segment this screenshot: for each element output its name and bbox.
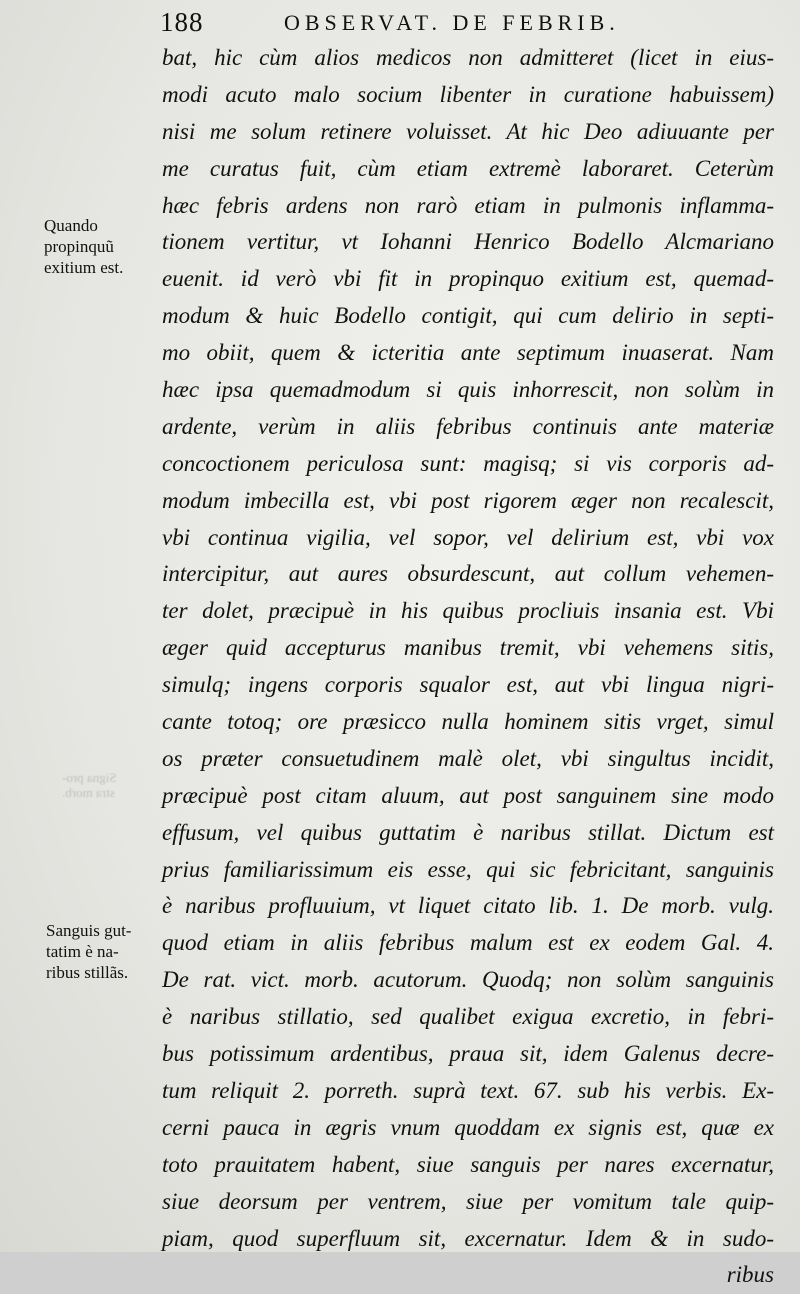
marginal-note-line: Quando bbox=[44, 216, 98, 235]
text-line: præcipuè post citam aluum, aut post sanguinem sine modo bbox=[162, 782, 774, 808]
text-line: euenit. id verò vbi fit in propinquo exitium est, quemad- bbox=[162, 266, 774, 292]
text-line: è naribus stillatio, sed qualibet exigua excretio, in febri- bbox=[162, 1004, 774, 1030]
text-line: prius familiarissimum eis esse, qui sic febricitant, sanguinis bbox=[162, 856, 774, 882]
text-line: intercipitur, aut aures obsurdescunt, aut collum vehemen- bbox=[162, 561, 774, 587]
running-head bbox=[160, 6, 780, 38]
text-line: modum & huic Bodello contigit, qui cum delirio in septi- bbox=[162, 303, 774, 329]
text-line: siue deorsum per ventrem, siue per vomitum tale quip- bbox=[162, 1188, 774, 1214]
text-line: os præter consuetudinem malè olet, vbi singultus incidit, bbox=[162, 745, 774, 771]
text-line: modi acuto malo socium libenter in curatione habuissem) bbox=[162, 81, 774, 107]
text-line: toto prauitatem habent, siue sanguis per nares excernatur, bbox=[162, 1151, 774, 1177]
text-line: vbi continua vigilia, vel sopor, vel delirium est, vbi vox bbox=[162, 524, 774, 550]
text-line: De rat. vict. morb. acutorum. Quodq; non solùm sanguinis bbox=[162, 967, 774, 993]
page-number: 188 bbox=[160, 7, 204, 37]
text-line: ardente, verùm in aliis febribus continuis ante materiæ bbox=[162, 413, 774, 439]
show-through-ink: Signa pro- stra morb. bbox=[62, 770, 117, 800]
text-line: simulq; ingens corporis squalor est, aut vbi lingua nigri- bbox=[162, 672, 774, 698]
text-line: tionem vertitur, vt Iohanni Henrico Bodello Alcmariano bbox=[162, 229, 774, 255]
text-line: mo obiit, quem & icteritia ante septimum inuaserat. Nam bbox=[162, 340, 774, 366]
text-line: tum reliquit 2. porreth. suprà text. 67. sub his verbis. Ex- bbox=[162, 1077, 774, 1103]
catchword: ribus bbox=[726, 1262, 774, 1288]
text-line: hæc febris ardens non rarò etiam in pulmonis inflamma- bbox=[162, 192, 774, 218]
text-line: modum imbecilla est, vbi post rigorem æger non recalescit, bbox=[162, 487, 774, 513]
body-text bbox=[162, 40, 774, 1294]
marginal-note-line: Sanguis gut- bbox=[46, 921, 132, 940]
text-line: bat, hic cùm alios medicos non admitteret (licet in eius- bbox=[162, 45, 774, 70]
text-line: effusum, vel quibus guttatim è naribus stillat. Dictum est bbox=[162, 819, 774, 845]
text-line: piam, quod superfluum sit, excernatur. Idem & in sudo- bbox=[162, 1225, 774, 1251]
marginal-note-line: tatim è na- bbox=[46, 942, 119, 961]
marginal-note-exitium bbox=[44, 215, 164, 278]
text-line: cante totoq; ore præsicco nulla hominem sitis vrget, simul bbox=[162, 709, 774, 735]
text-line: concoctionem periculosa sunt: magisq; si vis corporis ad- bbox=[162, 450, 774, 476]
marginal-note-sanguis bbox=[46, 920, 166, 983]
running-title: OBSERVAT. DE FEBRIB. bbox=[284, 10, 620, 35]
text-line: quod etiam in aliis febribus malum est ex eodem Gal. 4. bbox=[162, 930, 774, 956]
marginal-note-line: ribus stillãs. bbox=[46, 963, 129, 982]
text-line: bus potissimum ardentibus, praua sit, idem Galenus decre- bbox=[162, 1041, 774, 1067]
text-line: hæc ipsa quemadmodum si quis inhorrescit, non solùm in bbox=[162, 377, 774, 403]
text-line: cerni pauca in ægris vnum quoddam ex signis est, quæ ex bbox=[162, 1114, 774, 1140]
text-line: è naribus profluuium, vt liquet citato lib. 1. De morb. vulg. bbox=[162, 893, 774, 919]
text-line: æger quid accepturus manibus tremit, vbi vehemens sitis, bbox=[162, 635, 774, 661]
marginal-note-line: exitium est. bbox=[44, 258, 124, 277]
marginal-note-line: propinquũ bbox=[44, 237, 114, 256]
text-line: nisi me solum retinere voluisset. At hic Deo adiuuante per bbox=[162, 118, 774, 144]
text-line: me curatus fuit, cùm etiam extremè laboraret. Ceterùm bbox=[162, 155, 774, 181]
text-line: ter dolet, præcipuè in his quibus procliuis insania est. Vbi bbox=[162, 598, 774, 624]
